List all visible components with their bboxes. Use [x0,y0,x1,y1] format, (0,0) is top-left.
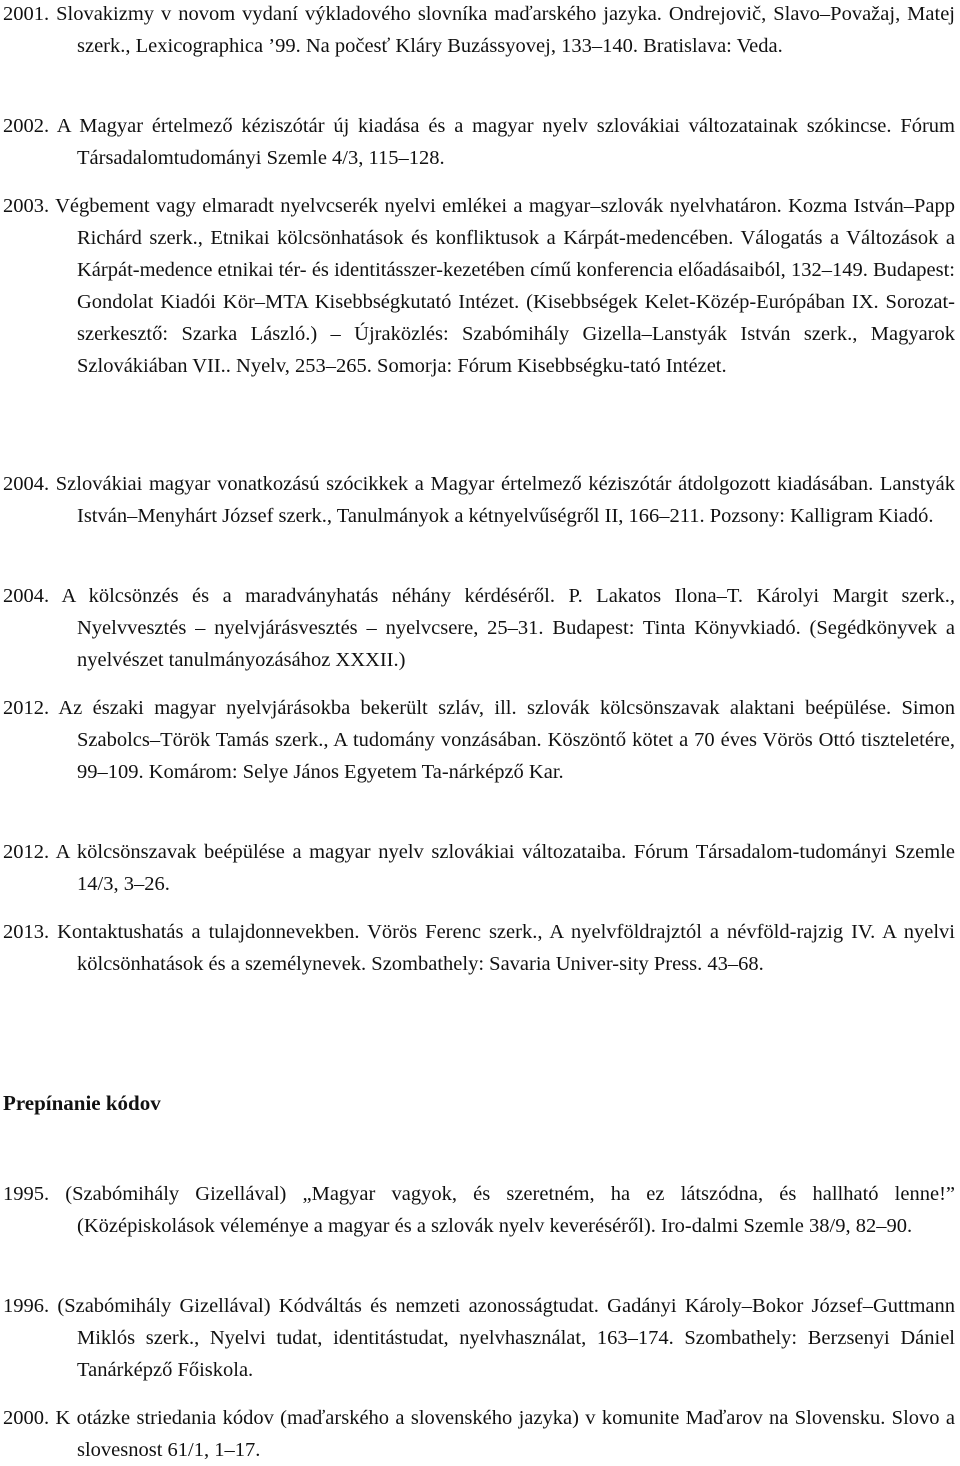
bibliography-entry: 1995. (Szabómihály Gizellával) „Magyar vagyok, és szeretném, ha ez látszódna, és hallható lenne!” (Középiskolások véleménye a magyar és a szlovák nyelv keveréséről). Iro-dalmi Szemle 38/9, 82–90. [3,1183,955,1237]
bibliography-entry: 2001. Slovakizmy v novom vydaní výkladového slovníka maďarského jazyka. Ondrejovič, Slavo–Považaj, Matej szerk., Lexicographica ’99. Na počesť Kláry Buzássyovej, 133–140. Bratislava: Veda. [3,3,955,57]
bibliography-entry: 2000. K otázke striedania kódov (maďarského a slovenského jazyka) v komunite Maďarov na Slovensku. Slovo a slovesnost 61/1, 1–17. [3,1407,955,1461]
bibliography-entry: 2004. Szlovákiai magyar vonatkozású szócikkek a Magyar értelmező kéziszótár átdolgozott kiadásában. Lanstyák István–Menyhárt József szerk., Tanulmányok a kétnyelvűségről II, 166–211. Pozsony: Kalligram Kiadó. [3,473,955,527]
bibliography-entry: 1996. (Szabómihály Gizellával) Kódváltás és nemzeti azonosságtudat. Gadányi Károly–Bokor József–Guttmann Miklós szerk., Nyelvi tudat, identitástudat, nyelvhasználat, 163–174. Szombathely: Berzsenyi Dániel Tanárképző Főiskola. [3,1295,955,1381]
bibliography-entry: 2002. A Magyar értelmező kéziszótár új kiadása és a magyar nyelv szlovákiai változatainak szókincse. Fórum Társadalomtudományi Szemle 4/3, 115–128. [3,115,955,169]
bibliography-entry: 2012. A kölcsönszavak beépülése a magyar nyelv szlovákiai változataiba. Fórum Társadalom-tudományi Szemle 14/3, 3–26. [3,841,955,895]
bibliography-entry: 2012. Az északi magyar nyelvjárásokba bekerült szláv, ill. szlovák kölcsönszavak alaktani beépülése. Simon Szabolcs–Török Tamás szerk., A tudomány vonzásában. Köszöntő kötet a 70 éves Vörös Ottó tiszteletére, 99–109. Komárom: Selye János Egyetem Ta-nárképző Kar. [3,697,955,783]
section-heading: Prepínanie kódov [3,1091,161,1115]
bibliography-entry: 2003. Végbement vagy elmaradt nyelvcserék nyelvi emlékei a magyar–szlovák nyelvhatáron. Kozma István–Papp Richárd szerk., Etnikai kölcsönhatások és konfliktusok a Kárpát-medencében. Válogatás a Változások a Kárpát-medence etnikai tér- és identitásszer-kezetében című konferencia előadásaiból, 132–149. Budapest: Gondolat Kiadói Kör–MTA Kisebbségkutató Intézet. (Kisebbségek Kelet-Közép-Európában IX. Sorozat-szerkesztő: Szarka László.) – Újraközlés: Szabómihály Gizella–Lanstyák István szerk., Magyarok Szlovákiában VII.. Nyelv, 253–265. Somorja: Fórum Kisebbségku-tató Intézet. [3,195,955,377]
bibliography-entry: 2013. Kontaktushatás a tulajdonnevekben. Vörös Ferenc szerk., A nyelvföldrajztól a névföld-rajzig IV. A nyelvi kölcsönhatások és a személynevek. Szombathely: Savaria Univer-sity Press. 43–68. [3,921,955,975]
bibliography-entry: 2004. A kölcsönzés és a maradványhatás néhány kérdéséről. P. Lakatos Ilona–T. Károlyi Margit szerk., Nyelvvesztés – nyelvjárásvesztés – nyelvcsere, 25–31. Budapest: Tinta Könyvkiadó. (Segédkönyvek a nyelvészet tanulmányozásához XXXII.) [3,585,955,671]
